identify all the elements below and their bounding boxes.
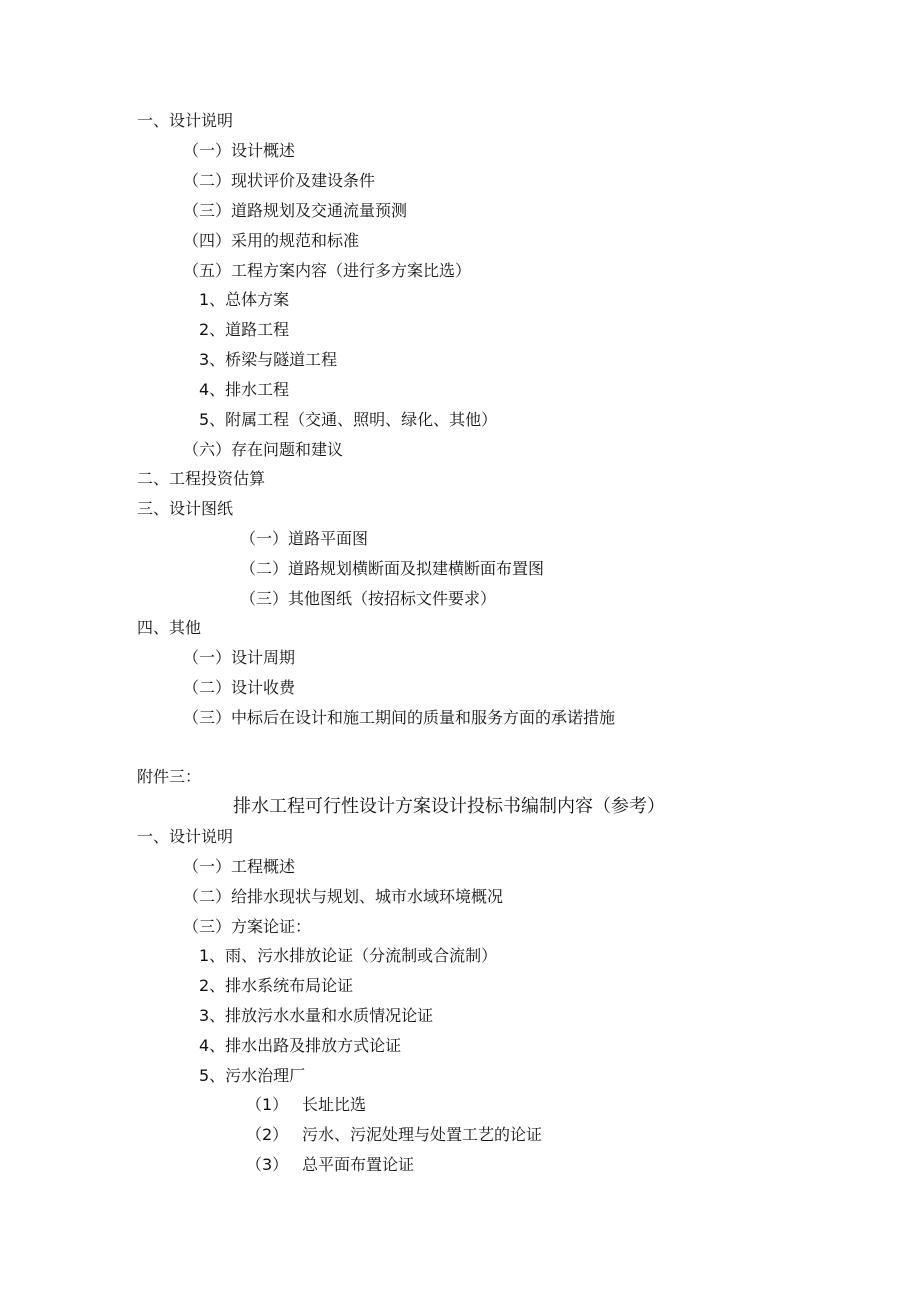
subsection-issues-suggestions: （六）存在问题和建议 [183, 440, 344, 459]
sub-list-item-treatment-process: 污水、污泥处理与处置工艺的论证 [302, 1125, 543, 1144]
list-item-discharge-route: 4、排水出路及排放方式论证 [199, 1036, 402, 1055]
subsection-design-fee: （二）设计收费 [183, 678, 296, 697]
sub-list-item-site-selection: 长址比选 [302, 1095, 367, 1114]
list-item-drainage: 4、排水工程 [199, 380, 290, 399]
subsection-water-status: （二）给排水现状与规划、城市水域环境概况 [183, 887, 504, 906]
section-heading-other: 四、其他 [137, 618, 202, 637]
subsection-design-overview: （一）设计概述 [183, 141, 296, 160]
subsection-standards: （四）采用的规范和标准 [183, 231, 360, 250]
subsection-design-period: （一）设计周期 [183, 648, 296, 667]
document-title: 排水工程可行性设计方案设计投标书编制内容（参考） [233, 796, 665, 817]
section-heading-investment-estimate: 二、工程投资估算 [137, 469, 266, 488]
list-item-rain-sewage: 1、雨、污水排放论证（分流制或合流制） [199, 946, 498, 965]
section-heading-design-description-2: 一、设计说明 [137, 827, 234, 846]
subsection-scheme-demonstration: （三）方案论证： [183, 917, 312, 936]
subsection-status-evaluation: （二）现状评价及建设条件 [183, 171, 376, 190]
list-item-overall-scheme: 1、总体方案 [199, 290, 290, 309]
list-item-drainage-layout: 2、排水系统布局论证 [199, 976, 354, 995]
subsection-engineering-scheme: （五）工程方案内容（进行多方案比选） [183, 261, 472, 280]
subsection-other-drawings: （三）其他图纸（按招标文件要求） [240, 589, 497, 608]
subsection-road-plan: （一）道路平面图 [240, 529, 369, 548]
subsection-road-planning: （三）道路规划及交通流量预测 [183, 201, 408, 220]
sub-list-number-2: （2） [246, 1125, 289, 1144]
sub-list-item-general-layout: 总平面布置论证 [302, 1155, 415, 1174]
subsection-project-overview: （一）工程概述 [183, 857, 296, 876]
list-item-sewage-plant: 5、污水治理厂 [199, 1066, 306, 1085]
list-item-bridge-tunnel: 3、桥梁与隧道工程 [199, 350, 338, 369]
list-item-sewage-quantity: 3、排放污水水量和水质情况论证 [199, 1006, 434, 1025]
sub-list-number-1: （1） [246, 1095, 289, 1114]
sub-list-number-3: （3） [246, 1155, 289, 1174]
list-item-auxiliary-works: 5、附属工程（交通、照明、绿化、其他） [199, 410, 498, 429]
subsection-commitments: （三）中标后在设计和施工期间的质量和服务方面的承诺措施 [183, 708, 616, 727]
section-heading-design-description: 一、设计说明 [137, 111, 234, 130]
annex-label: 附件三： [137, 767, 202, 786]
subsection-cross-section: （二）道路规划横断面及拟建横断面布置图 [240, 559, 545, 578]
list-item-road-works: 2、道路工程 [199, 320, 290, 339]
section-heading-design-drawings: 三、设计图纸 [137, 499, 234, 518]
